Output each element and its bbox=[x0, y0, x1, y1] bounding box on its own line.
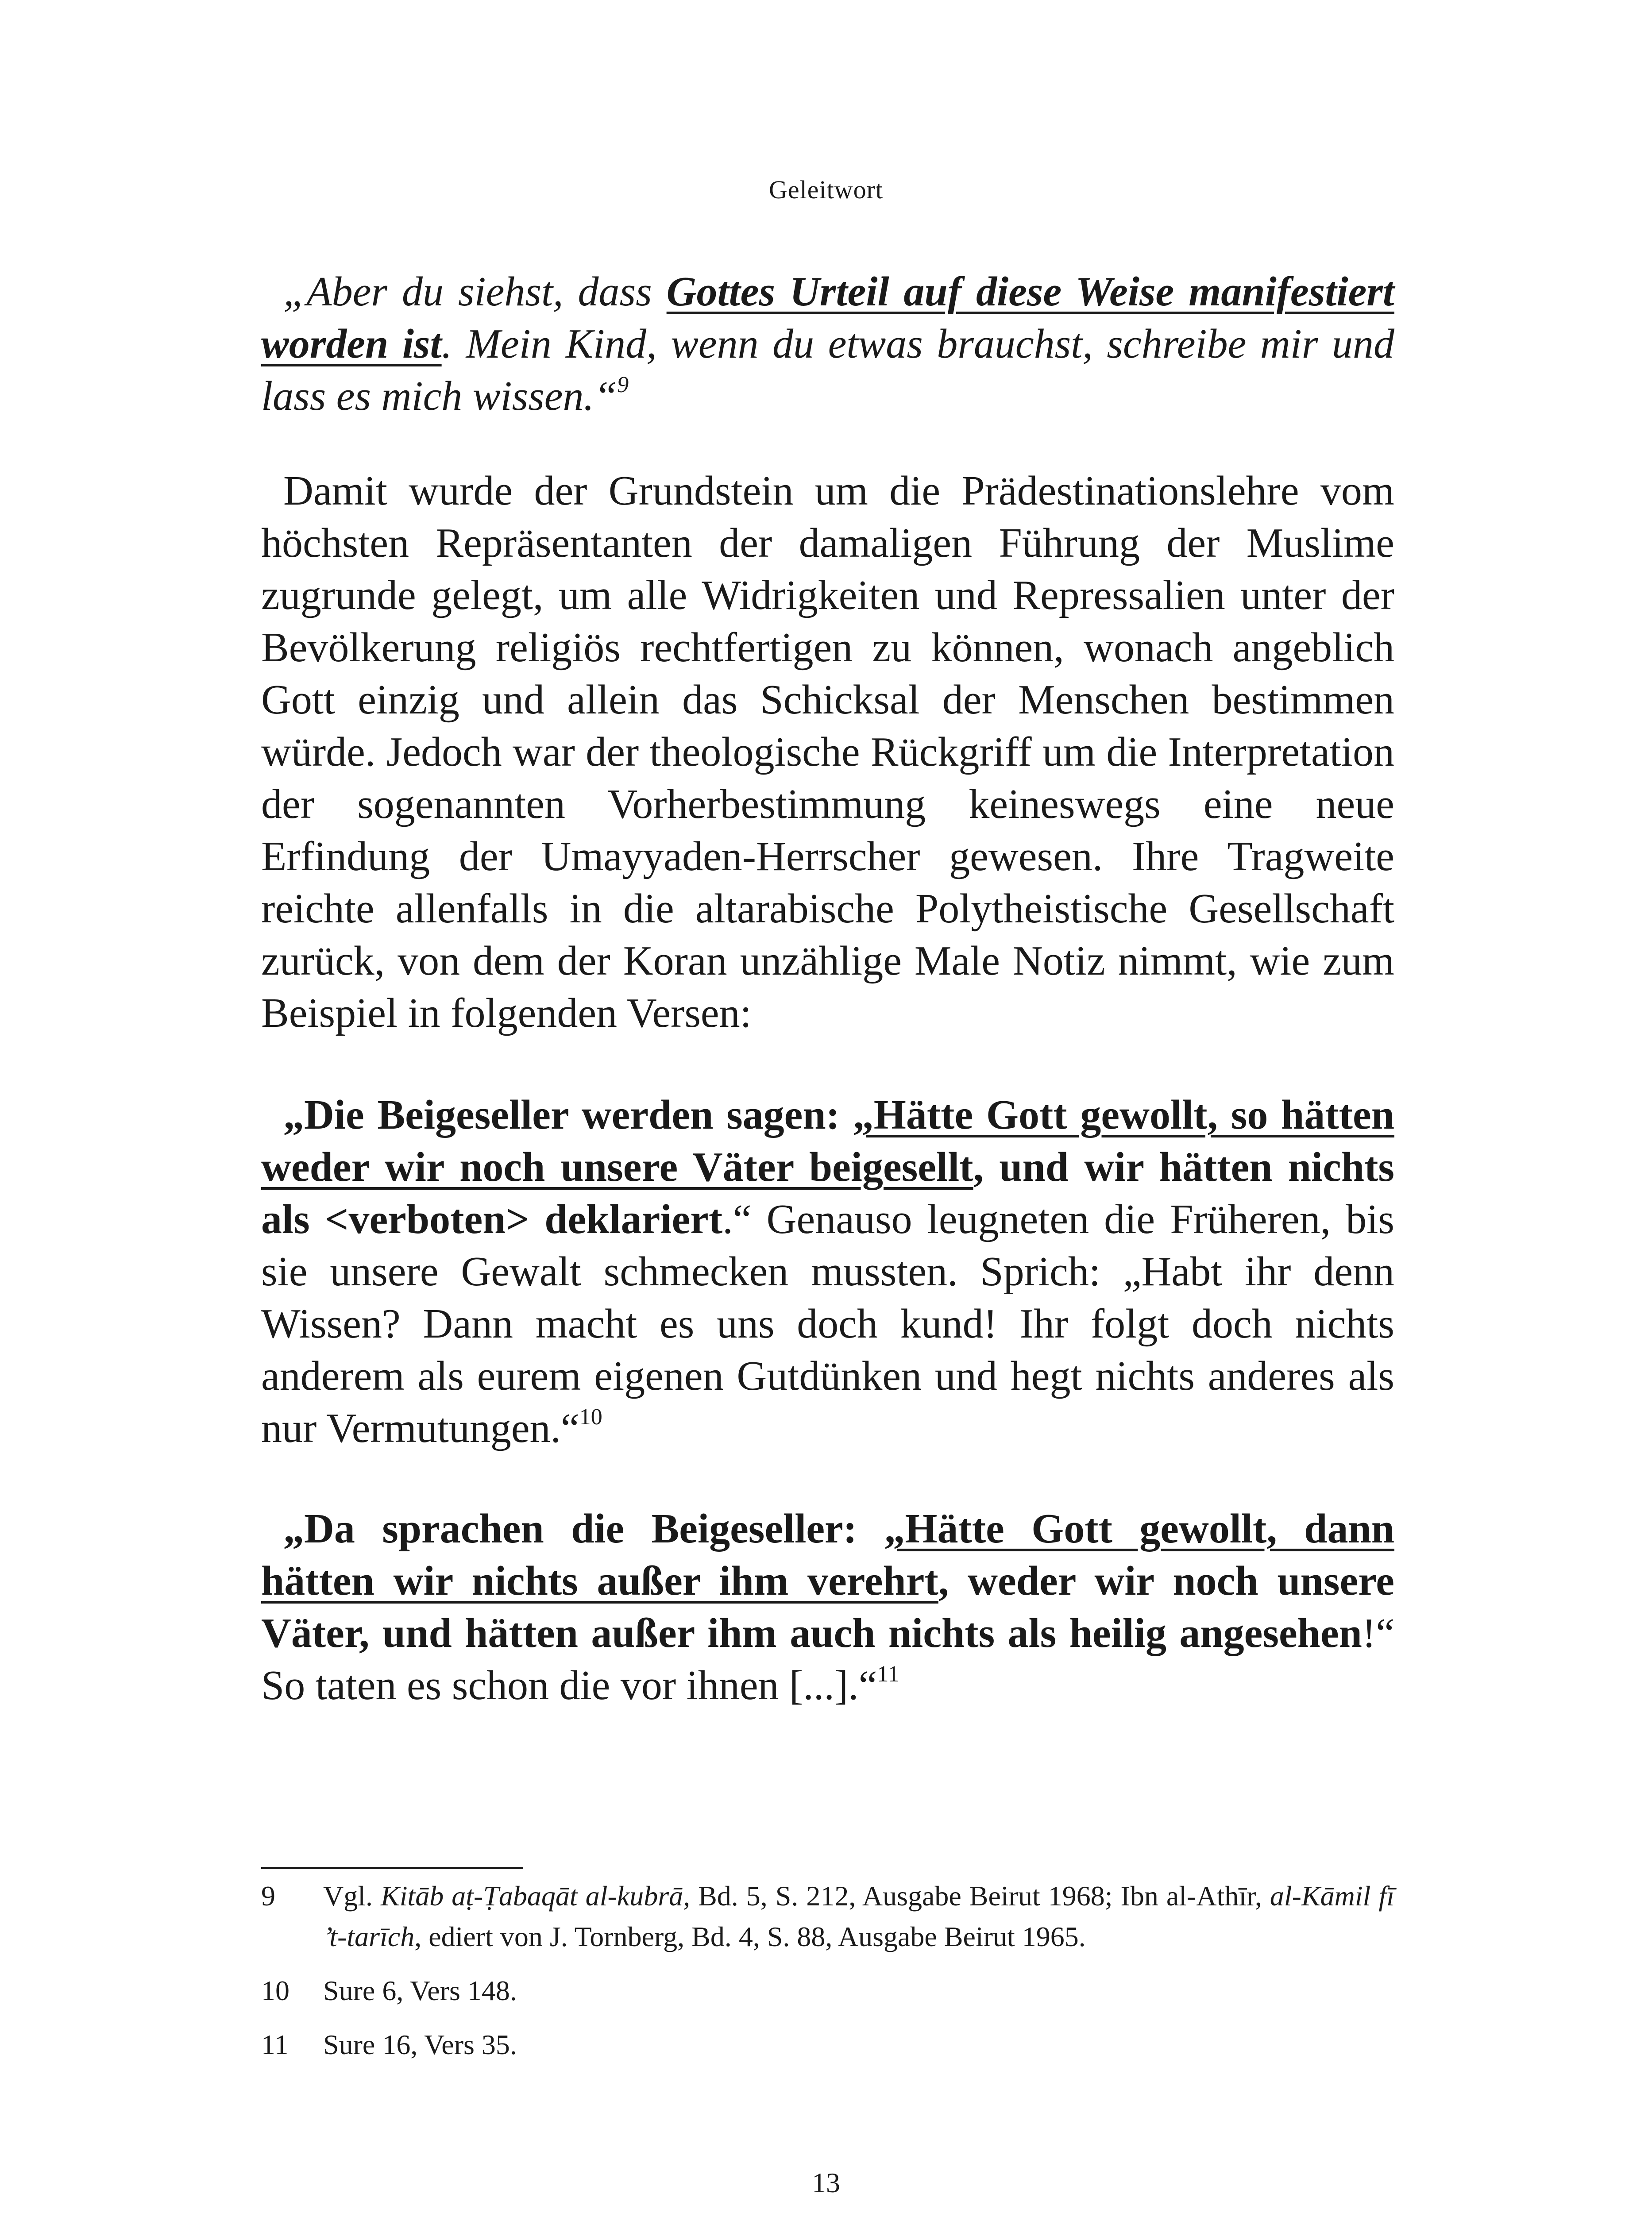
footnote-text-pre: Vgl. bbox=[323, 1880, 381, 1912]
body-paragraph: Damit wurde der Grundstein um die Prädestinationslehre vom höchsten Repräsentanten der damaligen Führung der Muslime zugrunde gelegt, um alle Widrigkeiten und Repressalien unter der Bevölkerung religiös rechtfertigen zu können, wonach angeblich Gott einzig und allein das Schicksal der Menschen bestimmen würde. Jedoch war der theologische Rückgriff um die Interpretation der sogenannten Vorherbestimmung keineswegs eine neue Erfindung der Umayyaden-Herrscher gewesen. Ihre Tragweite reichte allenfalls in die altarabische Polytheistische Gesellschaft zurück, von dem der Koran unzählige Male Notiz nimmt, wie zum Beispiel in folgenden Versen: bbox=[261, 468, 1394, 1036]
footnote-text: Sure 16, Vers 35. bbox=[323, 2029, 517, 2060]
quote3-emphasis: „Hätte Gott gewollt, dann hätten wir nichts außer ihm verehrt bbox=[261, 1506, 1395, 1604]
footnote-text: Sure 6, Vers 148. bbox=[323, 1975, 517, 2006]
footnote-ref-10: 10 bbox=[579, 1404, 602, 1430]
quote2-middle: , und wir hätten nichts als <verboten> deklariert bbox=[261, 1144, 1394, 1242]
footnote-text bbox=[323, 1876, 1394, 1957]
footnotes bbox=[261, 1876, 1394, 2078]
footnote-number: 10 bbox=[261, 1975, 289, 2006]
footnote-11 bbox=[261, 2024, 1394, 2065]
quote3-middle: , weder wir noch unsere Väter, und hätten außer ihm auch nichts als heilig angesehen bbox=[261, 1558, 1394, 1656]
quote1-after: . Mein Kind, wenn du etwas brauchst, schreibe mir und lass es mich wissen.“ bbox=[261, 321, 1395, 419]
footnote-source-title-2: al-Kāmil fī ’t-tarīch bbox=[323, 1880, 1395, 1952]
footnote-ref-11: 11 bbox=[877, 1661, 899, 1687]
quote1-emphasis: Gottes Urteil auf diese Weise manifestiert worden ist bbox=[261, 269, 1394, 367]
footnote-source-title-1: Kitāb aṭ-Ṭabaqāt al-kubrā bbox=[381, 1880, 683, 1912]
quote-paragraph-3 bbox=[261, 1503, 1394, 1712]
quote3-rest: So taten es schon die vor ihnen [...].“ bbox=[261, 1662, 877, 1708]
footnote-separator bbox=[261, 1867, 523, 1869]
quote2-intro: „Die Beigeseller werden sagen: bbox=[283, 1092, 853, 1138]
footnote-text-post: , ediert von J. Tornberg, Bd. 4, S. 88, Ausgabe Beirut 1965. bbox=[414, 1921, 1086, 1952]
footnote-ref-9: 9 bbox=[617, 372, 629, 397]
footnote-number: 9 bbox=[261, 1880, 275, 1912]
quote3-bold-end: !“ bbox=[1362, 1610, 1394, 1656]
quote3-intro: „Da sprachen die Beigeseller: bbox=[283, 1506, 884, 1552]
quote2-emphasis: „Hätte Gott gewollt, so hätten weder wir noch unsere Väter beigesellt bbox=[261, 1092, 1394, 1190]
quote-paragraph-1 bbox=[261, 266, 1394, 422]
quote2-rest: .“ Genauso leugneten die Früheren, bis sie unsere Gewalt schmecken mussten. Sprich: „Habt ihr denn Wissen? Dann macht es uns doch kund! Ihr folgt doch nichts anderem als eurem eigenen Gutdünken und hegt nichts anderes als nur Vermutungen.“ bbox=[261, 1196, 1395, 1451]
footnote-9 bbox=[261, 1876, 1394, 1957]
running-title: Geleitwort bbox=[768, 175, 884, 204]
footnote-10 bbox=[261, 1970, 1394, 2011]
footnote-text-mid: , Bd. 5, S. 212, Ausgabe Beirut 1968; Ibn al-Athīr, bbox=[683, 1880, 1270, 1912]
page-number: 13 bbox=[812, 2167, 840, 2198]
quote-paragraph-2 bbox=[261, 1089, 1394, 1454]
quote1-open: „Aber du siehst, dass bbox=[283, 269, 667, 315]
footnote-number: 11 bbox=[261, 2029, 289, 2060]
